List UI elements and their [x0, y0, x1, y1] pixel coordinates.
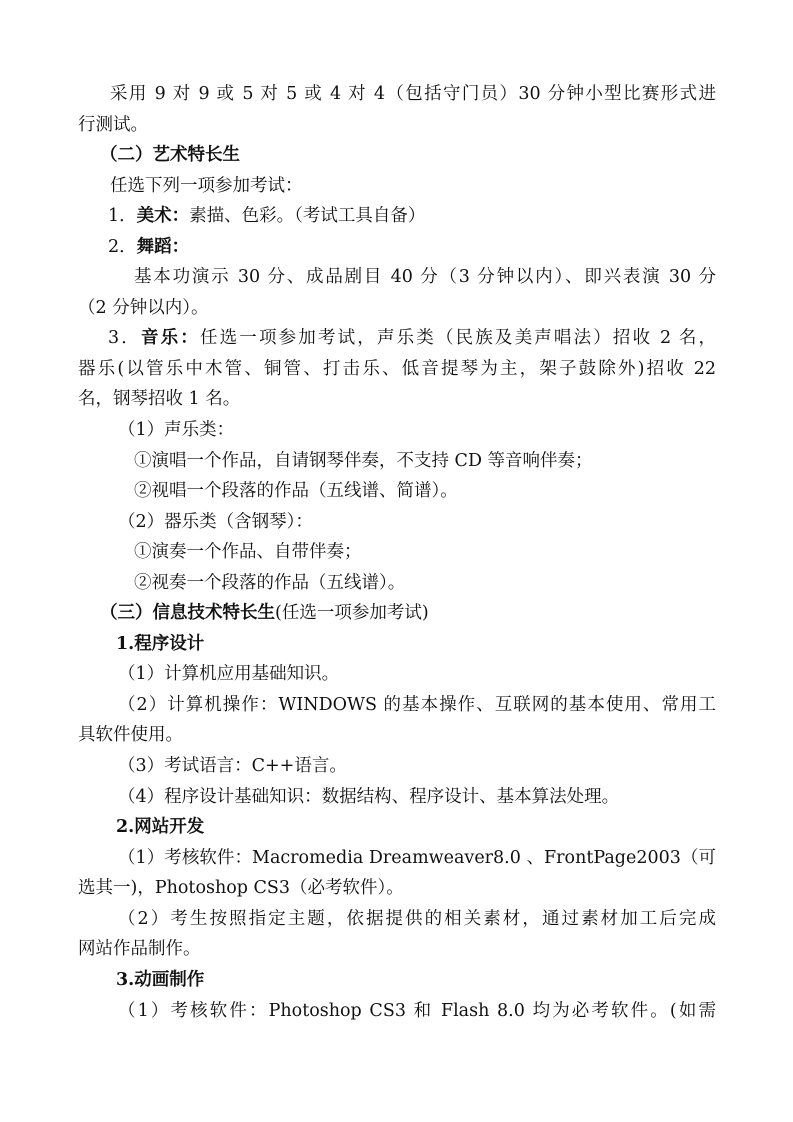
paragraph-line: 基本功演示 30 分、成品剧目 40 分（3 分钟以内）、即兴表演 30 分 — [134, 267, 716, 287]
item-number: 1． — [108, 206, 137, 226]
paragraph-line: （2 分钟以内）。 — [78, 298, 209, 318]
heading-note: (任选一项参加考试) — [275, 603, 429, 623]
list-item: （4）程序设计基础知识：数据结构、程序设计、基本算法处理。 — [118, 787, 620, 807]
paragraph-line: 器乐(以管乐中木管、铜管、打击乐、低音提琴为主，架子鼓除外)招收 22 — [78, 359, 716, 379]
list-item: ①演唱一个作品，自请钢琴伴奏，不支持 CD 等音响伴奏； — [134, 451, 593, 471]
paragraph-line: 选其一)，Photoshop CS3（必考软件）。 — [78, 878, 404, 898]
item-label: 舞蹈： — [136, 237, 190, 257]
section-heading-it — [100, 598, 429, 628]
paragraph-line: 采用 9 对 9 或 5 对 5 或 4 对 4（包括守门员）30 分钟小型比赛形式进 — [110, 84, 716, 104]
list-item: （3）考试语言：C++语言。 — [118, 756, 347, 776]
heading-text: （三）信息技术特长生 — [100, 603, 275, 623]
item-text: 任选一项参加考试，声乐类（民族及美声唱法）招收 2 名， — [199, 328, 716, 348]
list-item: （2）计算机操作：WINDOWS 的基本操作、互联网的基本使用、常用工 — [118, 695, 716, 715]
paragraph-line: 任选下列一项参加考试： — [110, 176, 303, 196]
paragraph-line: 行测试。 — [78, 115, 148, 135]
paragraph-line: 具软件使用。 — [78, 725, 183, 745]
item-label: 音乐： — [140, 328, 200, 348]
vocal-heading: （1）声乐类： — [118, 420, 235, 440]
instrument-heading: （2）器乐类（含钢琴）： — [118, 512, 313, 532]
programming-heading: 1.程序设计 — [116, 634, 205, 654]
list-item: （1）计算机应用基础知识。 — [118, 664, 340, 684]
art-item — [108, 201, 425, 231]
item-label: 美术： — [136, 206, 190, 226]
paragraph-line: 网站作品制作。 — [78, 939, 201, 959]
item-text: 素描、色彩。（考试工具自备） — [189, 206, 426, 226]
list-item: （2）考生按照指定主题，依据提供的相关素材，通过素材加工后完成 — [118, 909, 716, 929]
item-number: 2． — [108, 237, 137, 257]
animation-heading: 3.动画制作 — [116, 970, 205, 990]
music-item — [108, 323, 716, 353]
list-item: （1）考核软件：Macromedia Dreamweaver8.0 、FrontPage2003（可 — [118, 848, 716, 868]
list-item: ②视唱一个段落的作品（五线谱、简谱）。 — [134, 481, 458, 501]
list-item: ①演奏一个作品、自带伴奏； — [134, 542, 362, 562]
list-item: （1）考核软件：Photoshop CS3 和 Flash 8.0 均为必考软件。(如需 — [118, 1001, 716, 1021]
paragraph-line: 名，钢琴招收 1 名。 — [78, 389, 241, 409]
list-item: ②视奏一个段落的作品（五线谱）。 — [134, 573, 406, 593]
website-heading: 2.网站开发 — [116, 817, 205, 837]
section-heading-art: （二）艺术特长生 — [100, 145, 240, 165]
item-number: 3． — [108, 328, 141, 348]
dance-item — [108, 232, 189, 262]
